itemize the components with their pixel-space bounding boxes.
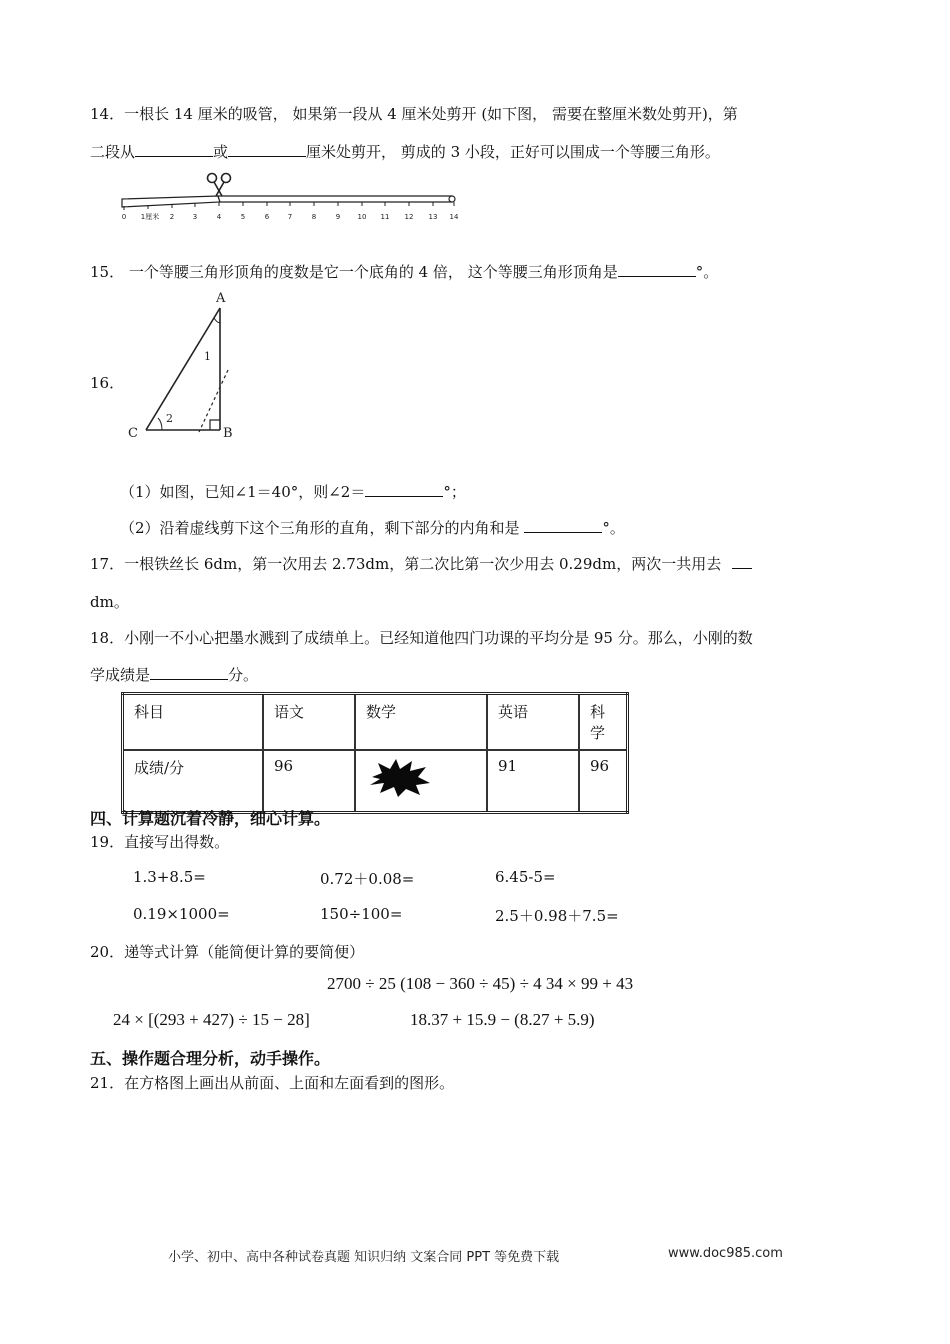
section-5-heading: 五、操作题合理分析，动手操作。	[90, 1049, 331, 1068]
q16-sub1-a: （1）如图，已知∠1＝40°，则∠2＝	[120, 483, 366, 501]
angle2-arc	[158, 418, 162, 430]
vertex-label-c: C	[128, 426, 138, 440]
q17-text: 17．一根铁丝长 6dm，第一次用去 2.73dm，第二次比第一次少用去 0.29dm，两次一共用去	[90, 555, 722, 573]
angle-label-1: 1	[204, 350, 211, 363]
cut-dashed-line	[199, 370, 228, 432]
straw-ruler-figure	[112, 168, 464, 224]
section-4-heading: 四、计算题沉着冷静，细心计算。	[90, 809, 331, 828]
q14-line2-a: 二段从	[90, 143, 136, 161]
q20-expression-3: 18.37 + 15.9 − (8.27 + 5.9)	[410, 1010, 595, 1029]
right-angle-mark	[210, 420, 220, 430]
q20-expression-2: 24 × [(293 + 427) ÷ 15 − 28]	[113, 1010, 310, 1029]
ruler-tick-label: 1厘米	[140, 213, 160, 221]
angle1-arc	[214, 318, 220, 323]
q16-number: 16．	[90, 374, 125, 392]
answer-blank-q15[interactable]	[618, 262, 696, 277]
table-cell-science-score: 96	[579, 750, 628, 812]
ruler-tick-label: 10	[357, 213, 367, 221]
footer-text: 小学、初中、高中各种试卷真题 知识归纳 文案合同 PPT 等免费下载	[168, 1250, 560, 1265]
scissors-icon	[208, 174, 231, 197]
ruler-tick-label: 6	[264, 213, 270, 221]
q19-item: 6.45-5=	[495, 868, 556, 886]
table-cell-chinese-score: 96	[263, 750, 355, 812]
ruler-tick-label: 2	[169, 213, 175, 221]
table-cell-math-score	[355, 750, 487, 812]
table-row	[123, 750, 628, 812]
table-header-cell: 数学	[355, 694, 487, 751]
q19-title: 19．直接写出得数。	[90, 833, 230, 851]
ruler-tick-label: 8	[311, 213, 317, 221]
q18-line1: 18．小刚一不小心把墨水溅到了成绩单上。已经知道他四门功课的平均分是 95 分。那么，小刚的数	[90, 629, 753, 647]
q19-item: 2.5＋0.98＋7.5=	[495, 907, 619, 925]
answer-blank-q14-b[interactable]	[228, 142, 306, 157]
q18-line2	[90, 664, 258, 685]
q15-text-a: 15． 一个等腰三角形顶角的度数是它一个底角的 4 倍， 这个等腰三角形顶角是	[90, 263, 618, 281]
q21-text: 21．在方格图上画出从前面、上面和左面看到的图形。	[90, 1074, 455, 1092]
footer-url[interactable]: www.doc985.com	[668, 1246, 783, 1261]
ruler-tick-label: 3	[192, 213, 198, 221]
q16-sub2-b: °。	[602, 519, 625, 537]
table-header-cell: 语文	[263, 694, 355, 751]
q14-line1: 14．一根长 14 厘米的吸管， 如果第一段从 4 厘米处剪开 (如下图， 需要在整厘米数处剪开)，第	[90, 105, 738, 123]
ruler-tick-label: 0	[121, 213, 127, 221]
q16-sub1	[120, 481, 466, 502]
table-row-label: 成绩/分	[123, 750, 264, 812]
q19-item: 0.72＋0.08=	[320, 870, 415, 888]
table-header-cell: 英语	[487, 694, 579, 751]
table-header-row	[123, 694, 628, 751]
answer-blank-q18[interactable]	[150, 665, 228, 680]
answer-blank-q17[interactable]	[732, 554, 752, 569]
q16-sub2-a: （2）沿着虚线剪下这个三角形的直角，剩下部分的内角和是	[120, 519, 525, 537]
q15-text	[90, 261, 718, 282]
q17-line2: dm。	[90, 593, 129, 611]
table-header-cell: 科学	[579, 694, 628, 751]
q16-sub2	[120, 517, 625, 538]
ruler-tick-label: 4	[216, 213, 222, 221]
q18-line2-b: 分。	[228, 666, 259, 684]
vertex-label-b: B	[223, 426, 233, 440]
q19-item: 1.3+8.5=	[133, 868, 206, 886]
ink-splatter-icon	[368, 757, 432, 797]
vertex-label-a: A	[216, 291, 226, 306]
q18-line2-a: 学成绩是	[90, 666, 151, 684]
table-cell-english-score: 91	[487, 750, 579, 812]
q14-line2-c: 厘米处剪开， 剪成的 3 小段，正好可以围成一个等腰三角形。	[306, 143, 720, 161]
q15-text-b: °。	[695, 263, 719, 281]
ruler-tick-label: 9	[335, 213, 341, 221]
triangle-side-ac	[146, 308, 220, 430]
answer-blank-q16-2[interactable]	[524, 518, 602, 533]
ruler-tick-label: 11	[380, 213, 390, 221]
angle-label-2: 2	[166, 412, 173, 425]
ruler-tick-label: 12	[404, 213, 414, 221]
q20-title: 20．递等式计算（能简便计算的要简便）	[90, 943, 365, 961]
q19-item: 150÷100=	[320, 905, 403, 923]
q14-line2-b: 或	[213, 143, 229, 161]
q19-item: 0.19×1000=	[133, 905, 230, 923]
q20-expression-1: 2700 ÷ 25 (108 − 360 ÷ 45) ÷ 4 34 × 99 + 43	[327, 974, 634, 993]
answer-blank-q14-a[interactable]	[135, 142, 213, 157]
table-header-cell: 科目	[123, 694, 264, 751]
ruler-tick-label: 14	[449, 213, 459, 221]
answer-blank-q16-1[interactable]	[365, 482, 443, 497]
q14-line2	[90, 141, 720, 162]
ruler-tick-label: 13	[428, 213, 438, 221]
ruler-tick-label: 7	[287, 213, 293, 221]
right-triangle-figure	[124, 290, 244, 440]
q16-sub1-b: °；	[443, 483, 466, 501]
q17-line1	[90, 553, 752, 574]
score-table	[121, 692, 629, 814]
ruler-tick-label: 5	[240, 213, 246, 221]
